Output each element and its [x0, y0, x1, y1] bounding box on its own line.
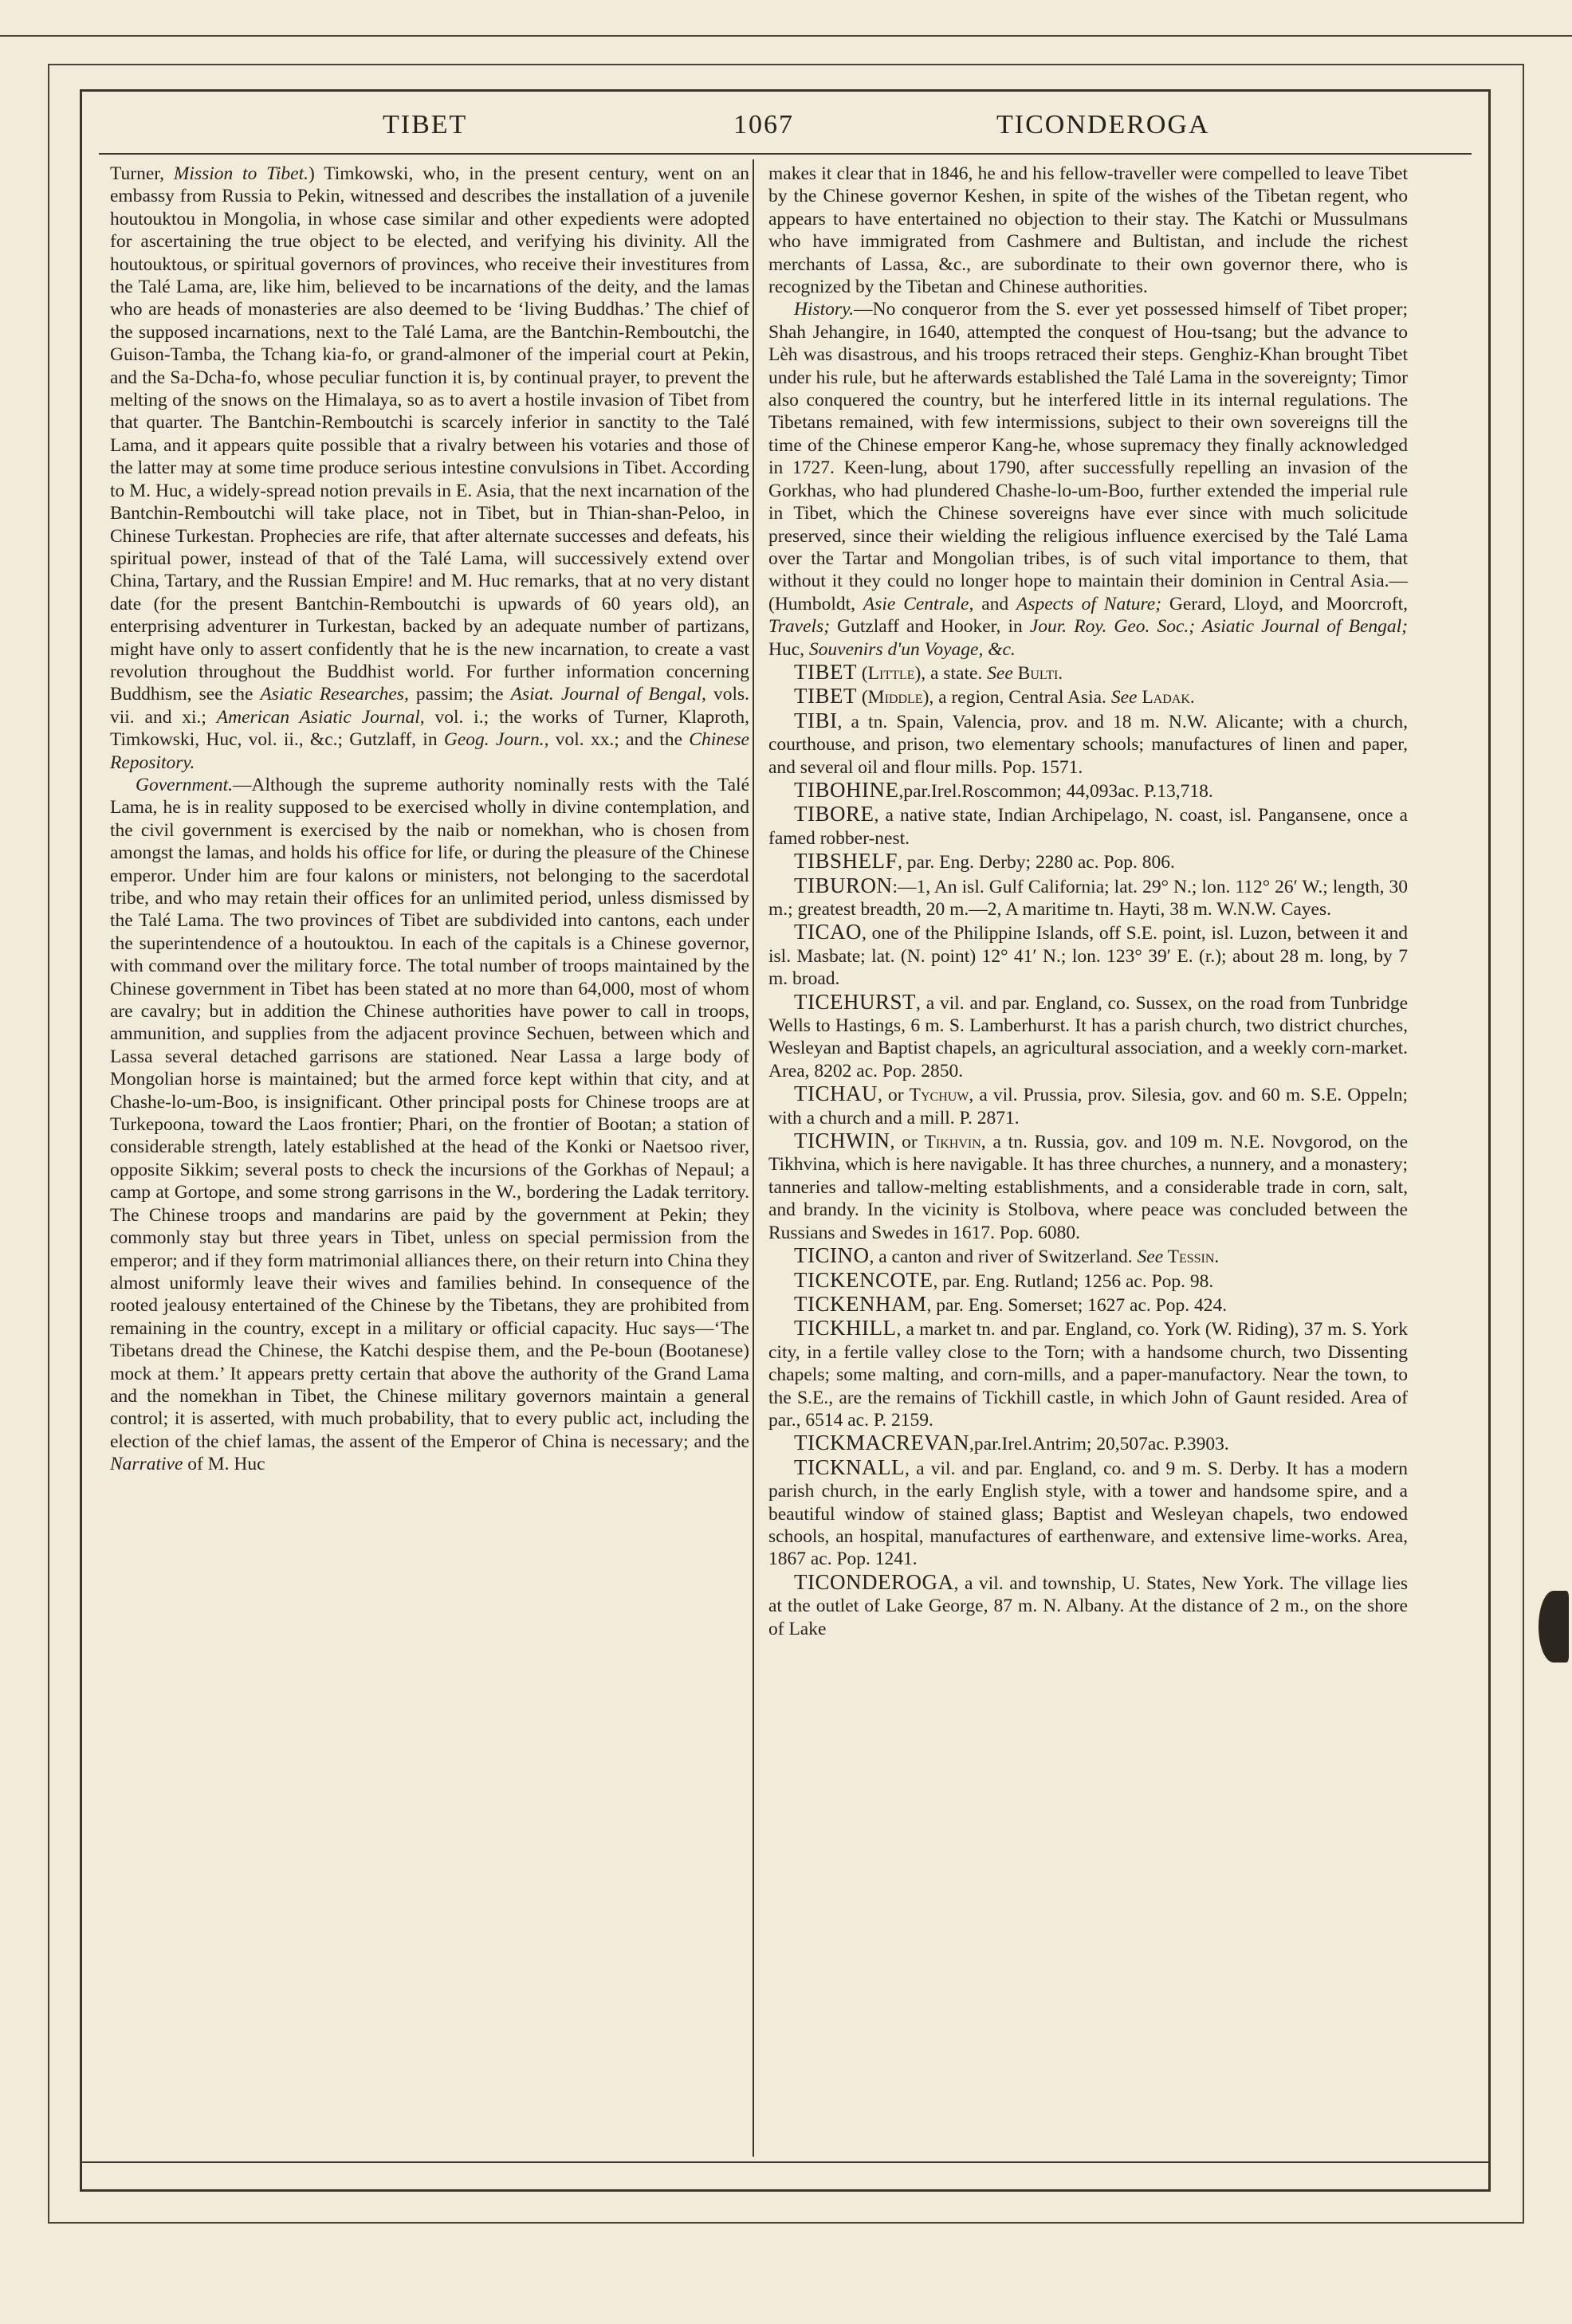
entry-tibi: TIBI, a tn. Spain, Valencia, prov. and 18 m. N.W. Alicante; with a church, courthouse, and prison, two elementary schools; manufactures of linen and paper, and several oil and flour mills. Pop. 1571. — [768, 708, 1408, 778]
entry-ticonderoga: TICONDEROGA, a vil. and township, U. States, New York. The village lies at the outlet of Lake George, 87 m. N. Albany. At the distance of 2 m., on the shore of Lake — [768, 1569, 1408, 1639]
header-right-word: TICONDEROGA — [996, 110, 1210, 139]
entry-tichwin: TICHWIN, or Tikhvin, a tn. Russia, gov. and 109 m. N.E. Novgorod, on the Tikhvina, which is here navigable. It has three churches, a nunnery, and a monastery; tanneries and tallow-melting establishments, and a considerable trade in corn, salt, and brandy. In the vicinity is Stolbova, where peace was concluded between the Russians and Swedes in 1617. Pop. 6080. — [768, 1129, 1408, 1243]
entry-tibohine: TIBOHINE,par.Irel.Roscommon; 44,093ac. P.13,718. — [794, 777, 1213, 802]
entry-tickmacrevan: TICKMACREVAN,par.Irel.Antrim; 20,507ac. P.3903. — [794, 1431, 1229, 1455]
entry-tickencote: TICKENCOTE, par. Eng. Rutland; 1256 ac. Pop. 98. — [794, 1267, 1214, 1292]
entry-ticao: TICAO, one of the Philippine Islands, off S.E. point, isl. Luzon, between it and isl. Masbate; lat. (N. point) 12° 41′ N.; lon. 123° 39′ E. (r.); about 28 m. long, by 7 m. broad. — [768, 920, 1408, 990]
entry-ticehurst: TICEHURST, a vil. and par. England, co. Sussex, on the road from Tunbridge Wells to Hastings, 6 m. S. Lamberhurst. It has a parish church, two district churches, Wesleyan and Baptist chapels, an agricultural association, and a weekly corn-market. Area, 8202 ac. Pop. 2850. — [768, 989, 1408, 1082]
entry-tibshelf: TIBSHELF, par. Eng. Derby; 2280 ac. Pop. 806. — [794, 849, 1175, 873]
header-rule — [99, 153, 1472, 155]
right-column — [768, 163, 1408, 1640]
entry-tibet-little: TIBET (Little), a state. See Bulti. — [794, 659, 1063, 684]
bottom-rule — [80, 2161, 1491, 2163]
top-rule-inner — [48, 64, 1524, 65]
column-divider — [753, 159, 754, 2157]
entry-tickenham: TICKENHAM, par. Eng. Somerset; 1627 ac. Pop. 424. — [794, 1291, 1228, 1316]
paragraph-continued: makes it clear that in 1846, he and his fellow-traveller were compelled to leave Tibet by the Chinese governor Keshen, in spite of the wishes of the Tibetan regent, who appears to have entertained no objection to their stay. The Katchi or Mussulmans who have immigrated from Cashmere and Bultistan, and include the richest merchants of Lassa, &c., are subordinate to their own governor there, who is recognized by the Tibetan and Chinese authorities. — [768, 163, 1408, 298]
paragraph-buddhism: Turner, Mission to Tibet.) Timkowski, who, in the present century, went on an embassy from Russia to Pekin, witnessed and describes the installation of a juvenile houtouktou in Mongolia, in whose case similar and other expedients were adopted for ascertaining the true object to be elected, and verifying his divinity. All the houtouktous, or spiritual governors of provinces, who receive their investitures from the Talé Lama, are, like him, believed to be incarnations of the deity, and the lamas who are heads of monasteries are also deemed to be ‘living Buddhas.’ The chief of the supposed incarnations, next to the Talé Lama, are the Bantchin-Remboutchi, the Guison-Tamba, the Tchang kia-fo, or grand-almoner of the imperial court at Pekin, and the Sa-Dcha-fo, whose peculiar function it is, by continual prayer, to prevent the melting of the snows on the Himalaya, so as to avert a hostile invasion of Tibet from that quarter. The Bantchin-Remboutchi is scarcely inferior in sanctity to the Talé Lama, and it appears quite possible that a rivalry between his votaries and those of the latter may at some time produce serious intestine convulsions in Tibet. According to M. Huc, a widely-spread notion prevails in E. Asia, that the next incarnation of the Bantchin-Remboutchi will take place, not in Tibet, but in Thian-shan-Peloo, in Chinese Turkestan. Prophecies are rife, that after alternate successes and defeats, his spiritual power, instead of that of the Talé Lama, will successively extend over China, Tartary, and the Russian Empire! and M. Huc remarks, that at no very distant date (for the present Bantchin-Remboutchi is upwards of 60 years old), an enterprising adventurer in Turkestan, backed by an adequate number of partizans, might have only to assert confidently that he is the new incarnation, to create a vast revolution throughout the Buddhist world. For further information concerning Buddhism, see the Asiatic Researches, passim; the Asiat. Journal of Bengal, vols. vii. and xi.; American Asiatic Journal, vol. i.; the works of Turner, Klaproth, Timkowski, Huc, vol. ii., &c.; Gutzlaff, in Geog. Journ., vol. xx.; and the Chinese Repository. — [110, 163, 749, 773]
section-label-government: Government. — [136, 774, 234, 795]
entry-tibore: TIBORE, a native state, Indian Archipelago, N. coast, isl. Pangansene, once a famed robber-nest. — [768, 802, 1408, 849]
paragraph-history: History.—No conqueror from the S. ever yet possessed himself of Tibet proper; Shah Jehangire, in 1640, attempted the conquest of Hou-tsang; but the advance to Lèh was disastrous, and his troops retraced their steps. Genghiz-Khan brought Tibet under his rule, but he afterwards established the Talé Lama in the sovereignty; Timor also conquered the country, but he interfered little in its internal regulations. The Tibetans remained, with few intermissions, subject to their own sovereigns till the time of the Chinese emperor Kang-he, whose supremacy they finally acknowledged in 1727. Keen-lung, about 1790, after successfully repelling an invasion of the Gorkhas, who had plundered Chashe-lo-um-Boo, further extended the imperial rule in Tibet, which the Chinese sovereigns have ever since with much solicitude preserved, since their wielding the religious influence exercised by the Talé Lama over the Tartar and Mongolian tribes, is of such vital importance to them, that without it they could no longer hope to maintain their dominion in Central Asia.—(Humboldt, Asie Centrale, and Aspects of Nature; Gerard, Lloyd, and Moorcroft, Travels; Gutzlaff and Hooker, in Jour. Roy. Geo. Soc.; Asiatic Journal of Bengal; Huc, Souvenirs d'un Voyage, &c. — [768, 299, 1408, 660]
left-rule — [48, 64, 49, 2224]
entry-tichau: TICHAU, or Tychuw, a vil. Prussia, prov. Silesia, gov. and 60 m. S.E. Oppeln; with a church and a mill. P. 2871. — [768, 1082, 1409, 1129]
entry-tiburon: TIBURON:—1, An isl. Gulf California; lat. 29° N.; lon. 112° 26′ W.; length, 30 m.; greatest breadth, 20 m.—2, A maritime tn. Hayti, 38 m. W.N.W. Cayes. — [768, 873, 1408, 920]
ink-blot — [1539, 1591, 1569, 1663]
left-column — [110, 163, 749, 1476]
page-number: 1067 — [733, 110, 794, 139]
entry-ticino: TICINO, a canton and river of Switzerland. See Tessin. — [794, 1243, 1220, 1268]
entry-tibet-middle: TIBET (Middle), a region, Central Asia. See Ladak. — [794, 684, 1195, 709]
section-label-history: History. — [794, 299, 855, 320]
right-rule — [1523, 64, 1524, 2224]
header-left-word: TIBET — [383, 110, 468, 139]
paragraph-government: Government.—Although the supreme authority nominally rests with the Talé Lama, he is in reality supposed to be exercised wholly in divine contemplation, and the civil government is exercised by the naib or nomekhan, who is chosen from amongst the lamas, and holds his office for life, or during the pleasure of the Chinese emperor. Under him are four kalons or ministers, not belonging to the sacerdotal tribe, and who may retain their offices for an unlimited period, unless dismissed by the Talé Lama. The two provinces of Tibet are subdivided into cantons, each under the superintendence of a houtouktou. In each of the capitals is a Chinese governor, with command over the military force. The total number of troops maintained by the Chinese government in Tibet has been stated at no more than 64,000, most of whom are cavalry; but in addition the Chinese authorities have power to call in troops, ammunition, and supplies from the adjacent province Sechuen, between which and Lassa several detached garrisons are stationed. Near Lassa a large body of Mongolian horse is maintained; but the armed force kept within that city, and at Chashe-lo-um-Boo, is insignificant. Other principal posts for Chinese troops are at Turkepoona, toward the Laos frontier; Phari, on the frontier of Bootan; a station of considerable strength, lately established at the head of the Konki or Naetsoo river, opposite Sikkim; several posts to check the incursions of the Gorkhas of Nepaul; a camp at Gortope, and some strong garrisons in the W., bordering the Ladak territory. The Chinese troops and mandarins are paid by the government at Pekin; they commonly stay but three years in Tibet, unless on special permission from the emperor; and if they form matrimonial alliances there, on their return into China they almost uniformly leave their wives and families behind. In consequence of the rooted jealousy entertained of the Chinese by the Tibetans, they are prohibited from remaining in the country, except in a military or official capacity. Huc says—‘The Tibetans dread the Chinese, the Katchi despise them, and the Pe-boun (Bootanese) mock at them.’ It appears pretty certain that above the authority of the Grand Lama and the nomekhan in Tibet, the Chinese military governors maintain a general control; it is asserted, with much probability, that to every public act, including the election of the chief lamas, the assent of the Emperor of China is necessary; and the Narrative of M. Huc — [110, 774, 749, 1475]
entry-ticknall: TICKNALL, a vil. and par. England, co. and 9 m. S. Derby. It has a modern parish church, in the early English style, with a tower and handsome spire, and a beautiful window of stained glass; Baptist and Wesleyan chapels, two endowed schools, an hospital, manufactures of earthenware, and extensive lime-works. Area, 1867 ac. Pop. 1241. — [768, 1454, 1408, 1570]
bottom-rule-outer — [48, 2222, 1524, 2224]
running-header — [112, 107, 1462, 151]
entry-tickhill: TICKHILL, a market tn. and par. England, co. York (W. Riding), 37 m. S. York city, in a fertile valley close to the Torn; with a handsome church, two Dissenting chapels; some malting, and corn-mills, and a paper-manufactory. Near the town, to the S.E., are the remains of Tickhill castle, in which John of Gaunt resided. Area of par., 6514 ac. P. 2159. — [768, 1316, 1408, 1431]
top-rule-outer — [0, 35, 1572, 37]
